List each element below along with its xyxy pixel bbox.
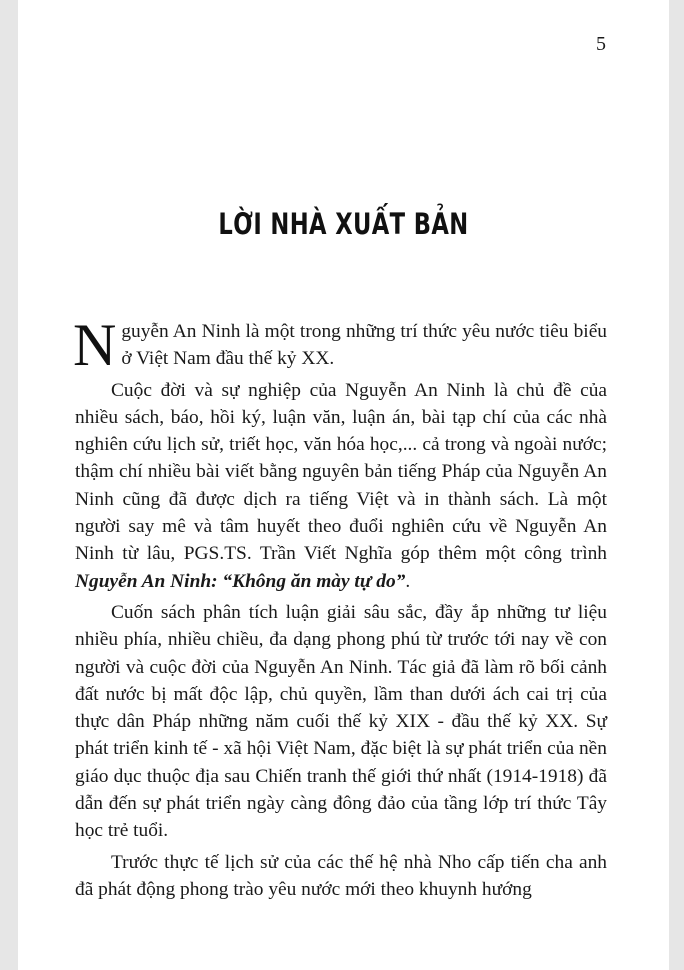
drop-cap: N: [73, 312, 117, 378]
page-number: 5: [596, 33, 606, 55]
paragraph-1: [73, 312, 607, 378]
paragraph-4: [75, 849, 607, 904]
book-page: [18, 0, 669, 970]
paragraph-3: [75, 599, 607, 845]
book-title-emphasis: Nguyễn An Ninh: “Không ăn mày tự do”: [75, 570, 406, 592]
paragraph-3-text: Cuốn sách phân tích luận giải sâu sắc, đầy ắp những tư liệu nhiều phía, nhiều chiều, đa dạng phong phú từ trước tới nay về con người và cuộc đời của Nguyễn An Ninh. Tác giả đã làm rõ bối cảnh đất nước bị mất độc lập, chủ quyền, lầm than dưới ách cai trị của thực dân Pháp những năm cuối thế kỷ XIX - đầu thế kỷ XX. Sự phát triển kinh tế - xã hội Việt Nam, đặc biệt là sự phát triển của nền giáo dục thuộc địa sau Chiến tranh thế giới thứ nhất (1914-1918) đã dẫn đến sự phát triển ngày càng đông đảo của tầng lớp trí thức Tây học trẻ tuổi.: [75, 601, 607, 842]
body-text: [73, 312, 607, 907]
page-title: LỜI NHÀ XUẤT BẢN: [218, 207, 469, 241]
paragraph-4-text: Trước thực tế lịch sử của các thế hệ nhà Nho cấp tiến cha anh đã phát động phong trào yêu nước mới theo khuynh hướng: [75, 851, 607, 900]
paragraph-2-end: .: [405, 570, 411, 592]
paragraph-2-text: Cuộc đời và sự nghiệp của Nguyễn An Ninh là chủ đề của nhiều sách, báo, hồi ký, luận văn, luận án, bài tạp chí của các nhà nghiên cứu lịch sử, triết học, văn hóa học,... cả trong và ngoài nước; thậm chí nhiều bài viết bằng nguyên bản tiếng Pháp của Nguyễn An Ninh cũng đã được dịch ra tiếng Việt và in thành sách. Là một người say mê và tâm huyết theo đuổi nghiên cứu về Nguyễn An Ninh từ lâu, PGS.TS. Trần Viết Nghĩa góp thêm một công trình: [75, 379, 607, 565]
paragraph-1-text: guyễn An Ninh là một trong những trí thức yêu nước tiêu biểu ở Việt Nam đầu thế kỷ XX.: [121, 321, 607, 370]
paragraph-2: [75, 377, 607, 595]
